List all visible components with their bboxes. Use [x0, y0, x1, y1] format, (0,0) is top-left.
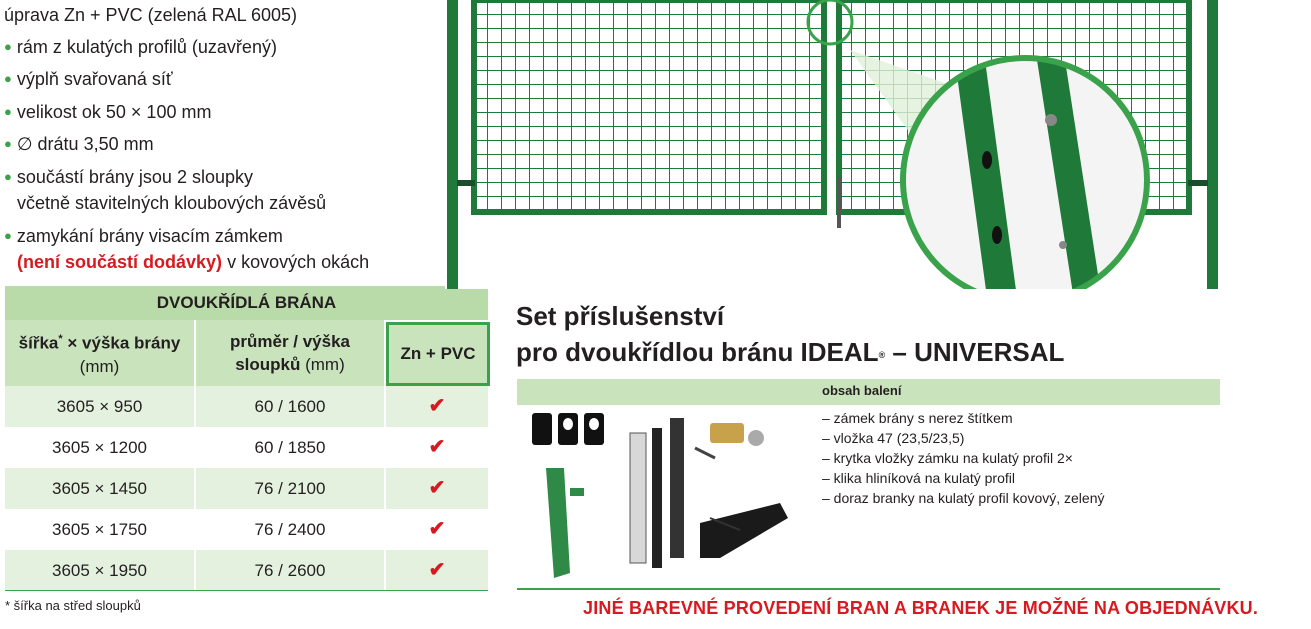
order-notice: JINÉ BAREVNÉ PROVEDENÍ BRAN A BRANEK JE MOŽNÉ NA OBJEDNÁVKU.	[583, 598, 1259, 618]
check-icon: ✔	[428, 518, 446, 540]
table-divider	[384, 320, 386, 591]
bullet-icon: ●	[4, 104, 12, 119]
column-header-finish: Zn + PVC	[386, 322, 490, 386]
bullet-icon: ●	[4, 169, 12, 184]
table-row: 3605 × 1200 60 / 1850 ✔	[5, 427, 488, 468]
column-header-size: šířka* × výška brány (mm)	[5, 320, 194, 386]
table-bottom-rule	[5, 590, 488, 591]
feature-item-continued: včetně stavitelných kloubových závěsů	[17, 193, 327, 213]
list-item: – klika hliníková na kulatý profil	[822, 470, 1015, 486]
bullet-icon: ●	[4, 71, 12, 86]
feature-item: ● rám z kulatých profilů (uzavřený)	[4, 37, 277, 57]
gate-illustration	[445, 0, 1219, 289]
table-row: 3605 × 1750 76 / 2400 ✔	[5, 509, 488, 550]
feature-item: ● součástí brány jsou 2 sloupky	[4, 167, 253, 187]
feature-item: ● výplň svařovaná síť	[4, 69, 173, 89]
feature-item-continued: (není součástí dodávky) v kovových okách	[17, 252, 370, 272]
bullet-icon: ●	[4, 136, 12, 151]
check-icon: ✔	[428, 395, 446, 417]
check-icon: ✔	[428, 477, 446, 499]
divider	[517, 588, 1220, 590]
list-item: – zámek brány s nerez štítkem	[822, 410, 1013, 426]
list-item: – doraz branky na kulatý profil kovový, zelený	[822, 490, 1105, 506]
accessories-photo	[520, 408, 810, 583]
feature-item: ● velikost ok 50 × 100 mm	[4, 102, 212, 122]
bullet-icon: ●	[4, 39, 12, 54]
gate-photo	[445, 0, 1219, 289]
bullet-icon: ●	[4, 228, 12, 243]
list-item: – vložka 47 (23,5/23,5)	[822, 430, 965, 446]
package-contents-header: obsah balení	[517, 379, 1220, 405]
table-row: 3605 × 950 60 / 1600 ✔	[5, 386, 488, 427]
table-row: 3605 × 1950 76 / 2600 ✔	[5, 550, 488, 591]
table-title: DVOUKŘÍDLÁ BRÁNA	[5, 286, 488, 320]
table-divider	[194, 320, 196, 591]
accessories-illustration	[520, 408, 810, 583]
package-contents-list	[822, 408, 1104, 508]
table-footnote: * šířka na střed sloupků	[5, 598, 141, 613]
feature-item: ● zamykání brány visacím zámkem	[4, 226, 283, 246]
list-item: – krytka vložky zámku na kulatý profil 2×	[822, 450, 1073, 466]
column-header-post: průměr / výška sloupků (mm)	[196, 320, 384, 386]
table-row: 3605 × 1450 76 / 2100 ✔	[5, 468, 488, 509]
feature-item: ● ∅ drátu 3,50 mm	[4, 134, 154, 154]
set-title: Set příslušenství pro dvoukřídlou bránu IDEAL® – UNIVERSAL	[516, 301, 1065, 367]
not-included-note: (není součástí dodávky)	[17, 252, 223, 272]
check-icon: ✔	[428, 436, 446, 458]
feature-item: úprava Zn + PVC (zelená RAL 6005)	[4, 5, 297, 25]
check-icon: ✔	[428, 559, 446, 581]
